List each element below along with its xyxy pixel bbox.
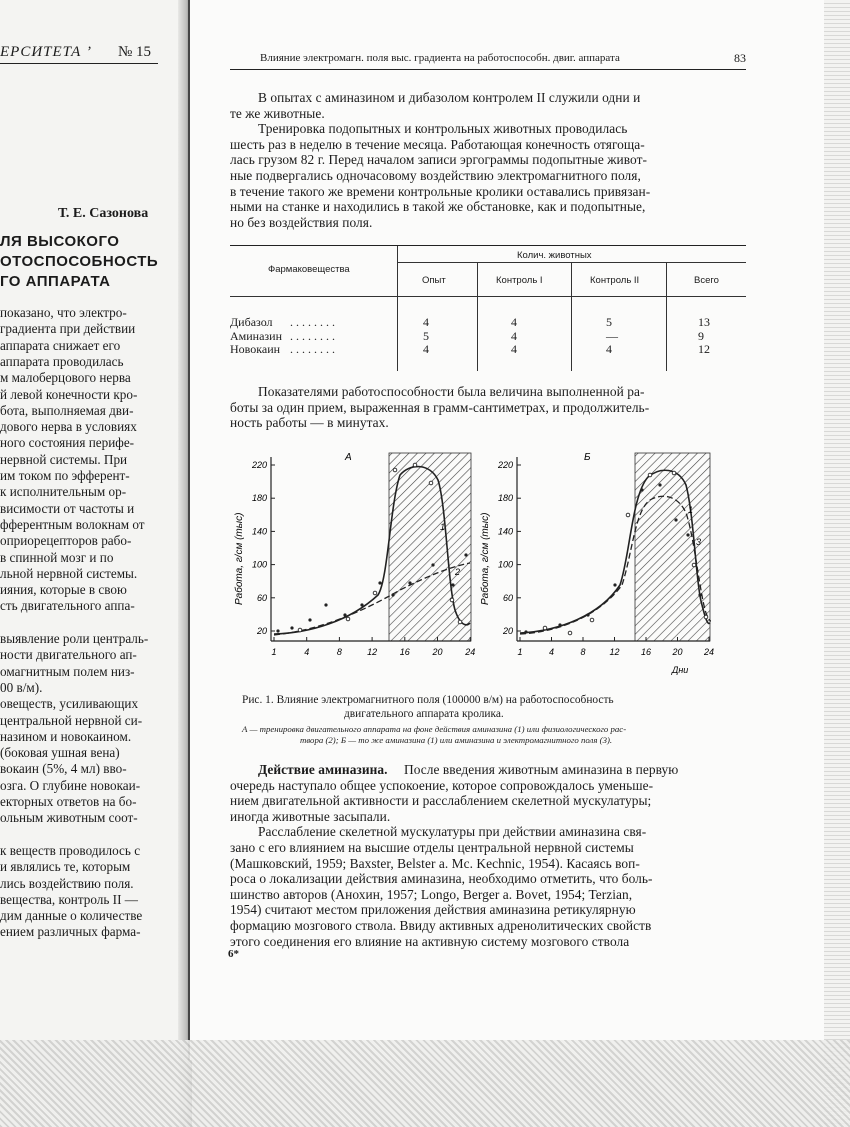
table-subcol: Контроль II [590, 275, 640, 286]
table-cell: 12 [698, 342, 710, 356]
body-line: м малоберцового нерва [0, 370, 131, 386]
panel-a [233, 452, 475, 657]
table-cell: — [606, 328, 618, 343]
legend-line: твора (2); Б — то же аминазина (1) или аминазина и электромагнитного поля (3). [300, 735, 613, 745]
paragraph-line: Показателями работоспособности была величина выполненной ра- [258, 384, 645, 399]
paragraph-line: ность работы — в минутах. [230, 415, 389, 431]
body-line: дим данные о количестве [0, 908, 143, 924]
table-leader-dots: . . . . . . . . [290, 315, 335, 329]
body-line: бота, выполняемая дви- [0, 402, 134, 418]
body-line: висимости от частоты и [0, 500, 135, 516]
header-rule [230, 69, 746, 70]
table-leader-dots: . . . . . . . . [290, 342, 335, 356]
paragraph-line: ными на станке и находились в такой же обстановке, как и подопытные, [230, 199, 646, 215]
body-line: фферентным волокнам от [0, 516, 145, 532]
paragraph-line: После введения животным аминазина в первую [404, 762, 679, 777]
table-cell: 4 [511, 342, 517, 356]
table-cell: 13 [698, 315, 710, 329]
table-vline [477, 262, 478, 371]
body-line: в спинной мозг и по [0, 549, 114, 565]
table-row-name: Дибазол [230, 315, 273, 329]
x-tick-label: 24 [703, 647, 715, 657]
paragraph-line: шесть раз в неделю в течение месяца. Работающая конечность отягоща- [230, 136, 645, 152]
table-subcol: Опыт [422, 275, 446, 286]
x-tick-label: 1 [517, 647, 523, 657]
body-line: оприорецепторов рабо- [0, 533, 132, 549]
figure-work-capacity [230, 445, 750, 685]
y-tick-label: 20 [256, 626, 267, 636]
body-line: й левой конечности кро- [0, 386, 138, 402]
table-top-rule [230, 245, 746, 246]
table-cell: 5 [423, 328, 429, 343]
body-line: ности двигательного ап- [0, 647, 137, 663]
x-tick-label: 12 [609, 647, 620, 657]
body-line: сть двигательного аппа- [0, 598, 135, 614]
section-heading: Действие аминазина. [258, 762, 388, 777]
body-line: ного состояния перифе- [0, 435, 135, 451]
body-line: выявление роли централь- [0, 631, 149, 646]
table-cell: 5 [606, 315, 612, 329]
table-col-pharm: Фармаковещества [268, 264, 350, 275]
paragraph-line: ные подвергались одночасовому воздействию электромагнитного поля, [230, 168, 641, 183]
y-tick-label: 220 [497, 460, 513, 470]
x-tick-label: 8 [580, 647, 586, 657]
body-line: овеществ, усиливающих [0, 696, 139, 712]
caption-line: Рис. 1. Влияние электромагнитного поля (100000 в/м) на работоспособность [242, 694, 614, 706]
panel-b [479, 452, 714, 675]
y-axis-label: Работа, г/см (тыс) [234, 512, 245, 605]
paragraph-line: Расслабление скелетной мускулатуры при действии аминазина свя- [258, 824, 647, 840]
curve-label: 1 [440, 522, 446, 532]
body-line: аппарата снижает его [0, 337, 121, 353]
paragraph-line: формацию мозгового ствола. Ввиду активных адренолитических свойств [230, 918, 652, 933]
table-leader-dots: . . . . . . . . [290, 328, 335, 343]
body-line: (боковая ушная вена) [0, 745, 120, 761]
x-tick-label: 16 [640, 647, 652, 657]
curve-label: 2 [455, 567, 461, 577]
body-line: омагнитным полем низ- [0, 663, 135, 679]
body-line: аппарата проводилась [0, 353, 124, 369]
body-line: к веществ проводилось с [0, 842, 141, 858]
x-tick-label: 8 [336, 647, 342, 657]
paragraph-line: этого соединения его влияние на активную систему мозгового ствола [230, 933, 630, 949]
left-author: Т. Е. Сазонова [58, 206, 149, 221]
table-cell: 4 [423, 342, 429, 356]
table-vline [666, 262, 667, 371]
table-row-name: Новокаин [230, 342, 281, 356]
body-line: назином и новокаином. [0, 728, 132, 744]
y-axis-label: Работа, г/см (тыс) [480, 512, 491, 605]
body-line: лись воздействию поля. [0, 875, 134, 891]
paragraph-line: боты за один прием, выраженная в грамм-сантиметрах, и продолжитель- [230, 399, 650, 415]
paragraph-line: 1954) считают местом приложения действия аминазина ретикулярную [230, 902, 636, 918]
body-line: екторных ответов на бо- [0, 794, 137, 809]
y-tick-label: 140 [497, 526, 513, 537]
paragraph-line: лась грузом 82 г. Перед началом записи эргограммы подопытные живот- [230, 152, 648, 168]
paragraph-line: иногда животные засыпали. [230, 808, 391, 824]
y-tick-label: 180 [497, 493, 513, 504]
x-tick-label: 20 [672, 647, 683, 657]
field-exposure-area [635, 453, 710, 641]
body-line: 00 в/м). [0, 679, 43, 695]
y-tick-label: 100 [497, 559, 513, 570]
table-cell: 4 [511, 315, 517, 329]
y-tick-label: 140 [251, 526, 267, 537]
left-page [0, 0, 190, 1127]
y-tick-label: 60 [502, 592, 513, 603]
table-header-rule [230, 296, 746, 297]
paragraph-line: те же животные. [230, 105, 325, 121]
table-col-group: Колич. животных [517, 250, 592, 261]
scan-noise [0, 1040, 850, 1127]
body-line: вокаин (5%, 4 мл) вво- [0, 761, 127, 777]
y-tick-label: 220 [251, 460, 267, 470]
x-tick-label: 16 [399, 647, 410, 657]
paragraph-line: но без воздействия поля. [230, 214, 373, 230]
body-line: центральной нервной си- [0, 712, 143, 728]
table-cell: 9 [698, 328, 704, 343]
y-tick-label: 20 [502, 626, 513, 636]
x-tick-label: 24 [465, 647, 476, 657]
x-tick-label: 4 [548, 647, 555, 657]
signature-mark: 6* [228, 948, 239, 960]
left-running-head: ЕРСИТЕТА ’ [0, 44, 92, 60]
curve-label: 3 [696, 537, 702, 547]
body-line: дового нерва в условиях [0, 419, 137, 435]
table-cell: 4 [423, 315, 429, 329]
right-page [188, 0, 830, 1060]
title-line: ГО АППАРАТА [0, 273, 111, 290]
body-line: к исполнительным ор- [0, 484, 127, 500]
table-vline [571, 262, 572, 371]
body-line: нервной системы. При [0, 451, 128, 467]
left-issue-number: № 15 [118, 44, 152, 60]
panel-label: Б [584, 452, 591, 463]
paragraph-line: нием двигательной активности и расслаблением скелетной мускулатуры; [230, 793, 652, 809]
body-line: ольным животным соот- [0, 810, 138, 826]
left-header-rule [0, 63, 158, 64]
paragraph-line: В опытах с аминазином и дибазолом контролем II служили одни и [258, 90, 641, 105]
caption-line: двигательного аппарата кролика. [344, 708, 504, 720]
paragraph-line: в течение такого же времени контрольные кролики оставались привязан- [230, 183, 651, 199]
table-subcol: Всего [694, 275, 719, 286]
y-tick-label: 180 [251, 493, 267, 504]
paragraph-line: (Машковский, 1959; Baxster, Belster a. Mc. Kechnic, 1954). Касаясь воп- [230, 855, 640, 871]
running-title: Влияние электромагн. поля выс. градиента на работоспособн. двиг. аппарата [260, 52, 620, 64]
body-line: ияния, которые в свою [0, 582, 127, 598]
x-axis-unit: Дни [672, 665, 689, 675]
body-line: показано, что электро- [0, 305, 127, 320]
x-tick-label: 20 [432, 647, 443, 657]
body-line: озга. О глубине новокаи- [0, 777, 141, 793]
title-line: ОТОСПОСОБНОСТЬ [0, 253, 159, 270]
table-cell: 4 [511, 328, 517, 343]
paragraph-line: роса о локализации действия аминазина, необходимо отметить, что боль- [230, 871, 653, 887]
body-line: и являлись те, которым [0, 859, 131, 875]
body-line: вещества, контроль II — [0, 891, 138, 907]
y-tick-label: 60 [256, 592, 267, 603]
legend-line: А — тренировка двигательного аппарата на фоне действия аминазина (1) или физиологического рас- [242, 724, 627, 734]
x-tick-label: 4 [304, 647, 310, 657]
x-tick-label: 1 [271, 647, 277, 657]
body-line: ением различных фарма- [0, 924, 141, 940]
body-line: льной нервной системы. [0, 565, 138, 581]
x-tick-label: 12 [367, 647, 378, 657]
table-row-name: Аминазин [230, 328, 283, 343]
page-number: 83 [734, 51, 746, 65]
title-line: ЛЯ ВЫСОКОГО [0, 233, 120, 250]
body-line: градиента при действии [0, 321, 136, 337]
paragraph-line: зано с его влиянием на высшие отделы центральной нервной системы [230, 840, 634, 855]
page-edge [824, 0, 850, 1127]
y-tick-label: 100 [251, 559, 267, 570]
table-subcol: Контроль I [496, 275, 543, 286]
paragraph-line: Тренировка подопытных и контрольных животных проводилась [258, 121, 628, 137]
panel-label: А [345, 452, 352, 463]
curve-label: 1 [688, 505, 694, 515]
body-line: им током по эфферент- [0, 468, 130, 483]
table-cell: 4 [606, 342, 612, 356]
table-vline [397, 246, 398, 371]
paragraph-line: шинство авторов (Анохин, 1957; Longo, Berger a. Bovet, 1954; Terzian, [230, 886, 633, 902]
paragraph-line: очередь наступало общее успокоение, которое сопровождалось уменьше- [230, 777, 654, 793]
